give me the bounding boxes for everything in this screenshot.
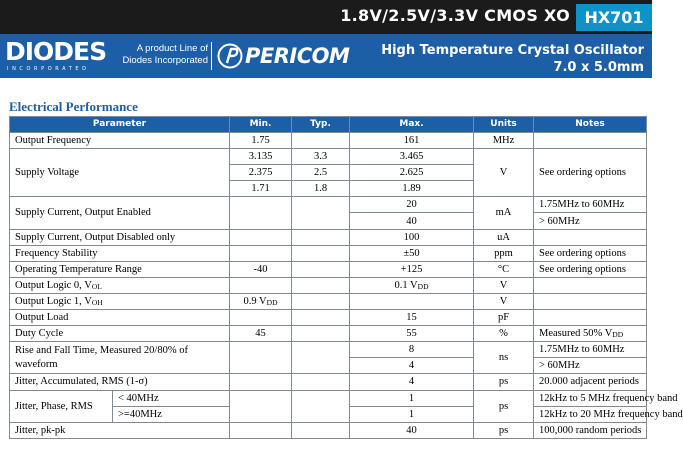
table-row <box>10 277 647 293</box>
typ-cell <box>292 422 350 438</box>
param-cell: Frequency Stability <box>10 245 230 261</box>
param-subscript: OH <box>91 297 103 307</box>
table-row <box>10 133 647 149</box>
condition-cell: >=40MHz <box>113 406 230 422</box>
product-line-line-2: Diodes Incorporated <box>122 55 208 66</box>
section-title: Electrical Performance <box>9 99 138 114</box>
max-cell: 1 <box>350 406 474 422</box>
min-cell: 45 <box>230 326 292 342</box>
max-cell: 4 <box>350 358 474 374</box>
unit-cell: ps <box>474 374 534 390</box>
param-cell: Output Load <box>10 310 230 326</box>
min-cell: 3.135 <box>230 149 292 165</box>
max-cell: +125 <box>350 261 474 277</box>
condition-cell: < 40MHz <box>113 390 230 406</box>
max-cell: 161 <box>350 133 474 149</box>
param-text: Output Logic 1, V <box>15 295 92 307</box>
note-cell: 12kHz to 5 MHz frequency band <box>534 390 647 406</box>
unit-cell: °C <box>474 261 534 277</box>
brand-header <box>0 34 652 78</box>
unit-cell: V <box>474 277 534 293</box>
unit-cell: uA <box>474 229 534 245</box>
note-cell: 100,000 random periods <box>534 422 647 438</box>
note-text: Measured 50% V <box>539 328 613 340</box>
max-cell <box>350 277 474 293</box>
unit-cell: ns <box>474 342 534 374</box>
voltage-type: 1.8V/2.5V/3.3V CMOS XO <box>340 6 570 25</box>
unit-cell: ps <box>474 422 534 438</box>
param-cell: Rise and Fall Time, Measured 20/80% of waveform <box>10 342 230 374</box>
note-cell: > 60MHz <box>534 213 647 229</box>
min-cell <box>230 245 292 261</box>
min-cell: 1.75 <box>230 133 292 149</box>
note-cell <box>534 133 647 149</box>
pericom-logo <box>217 42 377 70</box>
min-cell <box>230 374 292 390</box>
min-cell <box>230 293 292 309</box>
max-cell <box>350 293 474 309</box>
product-title-line-1: High Temperature Crystal Oscillator <box>381 43 644 58</box>
typ-cell <box>292 310 350 326</box>
typ-cell <box>292 374 350 390</box>
max-cell: 55 <box>350 326 474 342</box>
unit-cell: V <box>474 149 534 197</box>
min-cell: 1.71 <box>230 181 292 197</box>
model-badge: HX701 <box>576 4 652 31</box>
col-min: Min. <box>230 117 292 133</box>
param-cell: Jitter, Phase, RMS <box>10 390 113 422</box>
typ-cell <box>292 261 350 277</box>
note-cell: See ordering options <box>534 245 647 261</box>
note-cell <box>534 293 647 309</box>
param-cell: Jitter, Accumulated, RMS (1-σ) <box>10 374 230 390</box>
note-cell: 1.75MHz to 60MHz <box>534 342 647 358</box>
note-cell: > 60MHz <box>534 358 647 374</box>
electrical-performance-table <box>9 116 683 439</box>
max-cell: 20 <box>350 197 474 213</box>
note-subscript: DD <box>612 330 624 340</box>
diodes-logo-sub: INCORPORATED <box>7 66 90 72</box>
pericom-wordmark: PERICOM <box>245 44 350 68</box>
typ-cell <box>292 326 350 342</box>
min-cell <box>230 310 292 326</box>
typ-cell <box>292 342 350 374</box>
table-row <box>10 390 647 406</box>
table-row <box>10 326 647 342</box>
typ-cell <box>292 197 350 229</box>
note-cell <box>534 310 647 326</box>
max-cell: 40 <box>350 422 474 438</box>
min-cell: 2.375 <box>230 165 292 181</box>
note-cell: 12kHz to 20 MHz frequency band <box>534 406 647 422</box>
table-row <box>10 197 647 213</box>
max-subscript: DD <box>417 281 429 291</box>
unit-cell: mA <box>474 197 534 229</box>
typ-cell <box>292 293 350 309</box>
min-cell <box>230 342 292 374</box>
param-cell: Supply Current, Output Enabled <box>10 197 230 229</box>
table-row <box>10 261 647 277</box>
min-cell <box>230 422 292 438</box>
max-text: 0.1 V <box>394 279 418 291</box>
max-cell: 15 <box>350 310 474 326</box>
product-title-line-2: 7.0 x 5.0mm <box>553 60 644 75</box>
table-row <box>10 374 647 390</box>
param-text: Output Logic 0, V <box>15 279 92 291</box>
param-cell: Output Frequency <box>10 133 230 149</box>
max-cell: 8 <box>350 342 474 358</box>
typ-cell <box>292 229 350 245</box>
table-row <box>10 422 647 438</box>
diodes-logo: DIODES <box>5 37 107 66</box>
note-cell <box>534 277 647 293</box>
param-cell: Supply Voltage <box>10 149 230 197</box>
product-line-note <box>118 43 208 67</box>
typ-cell <box>292 390 350 422</box>
max-cell: 1 <box>350 390 474 406</box>
min-cell <box>230 197 292 229</box>
min-cell <box>230 390 292 422</box>
typ-cell <box>292 277 350 293</box>
unit-cell: MHz <box>474 133 534 149</box>
pericom-mark-icon <box>217 43 243 69</box>
note-cell: See ordering options <box>534 261 647 277</box>
unit-cell: ps <box>474 390 534 422</box>
table-row <box>10 342 647 358</box>
max-cell: 40 <box>350 213 474 229</box>
col-notes: Notes <box>534 117 647 133</box>
min-cell <box>230 277 292 293</box>
param-cell: Duty Cycle <box>10 326 230 342</box>
header-divider <box>211 42 212 70</box>
note-cell: See ordering options <box>534 149 647 197</box>
typ-cell: 2.5 <box>292 165 350 181</box>
typ-cell <box>292 245 350 261</box>
col-typ: Typ. <box>292 117 350 133</box>
unit-cell: % <box>474 326 534 342</box>
typ-cell: 3.3 <box>292 149 350 165</box>
unit-cell: pF <box>474 310 534 326</box>
col-max: Max. <box>350 117 474 133</box>
min-subscript: DD <box>266 297 278 307</box>
table-row <box>10 310 647 326</box>
param-cell: Supply Current, Output Disabled only <box>10 229 230 245</box>
note-cell: 20.000 adjacent periods <box>534 374 647 390</box>
max-cell: 1.89 <box>350 181 474 197</box>
note-cell: 1.75MHz to 60MHz <box>534 197 647 213</box>
max-cell: 3.465 <box>350 149 474 165</box>
unit-cell: ppm <box>474 245 534 261</box>
product-line-line-1: A product Line of <box>136 43 208 54</box>
table-row <box>10 149 647 165</box>
typ-cell: 1.8 <box>292 181 350 197</box>
param-cell: Operating Temperature Range <box>10 261 230 277</box>
table-header-row <box>10 117 647 133</box>
top-bar <box>0 0 652 34</box>
param-cell: Jitter, pk-pk <box>10 422 230 438</box>
unit-cell: V <box>474 293 534 309</box>
col-parameter: Parameter <box>10 117 230 133</box>
max-cell: 2.625 <box>350 165 474 181</box>
table-row <box>10 245 647 261</box>
product-title <box>381 42 644 76</box>
min-cell: -40 <box>230 261 292 277</box>
note-cell <box>534 229 647 245</box>
max-cell: 100 <box>350 229 474 245</box>
max-cell: ±50 <box>350 245 474 261</box>
min-text: 0.9 V <box>243 295 267 307</box>
max-cell: 4 <box>350 374 474 390</box>
typ-cell <box>292 133 350 149</box>
min-cell <box>230 229 292 245</box>
table-row <box>10 229 647 245</box>
param-subscript: OL <box>91 281 102 291</box>
table-row <box>10 293 647 309</box>
param-cell <box>10 277 230 293</box>
param-cell <box>10 293 230 309</box>
col-units: Units <box>474 117 534 133</box>
note-cell <box>534 326 647 342</box>
